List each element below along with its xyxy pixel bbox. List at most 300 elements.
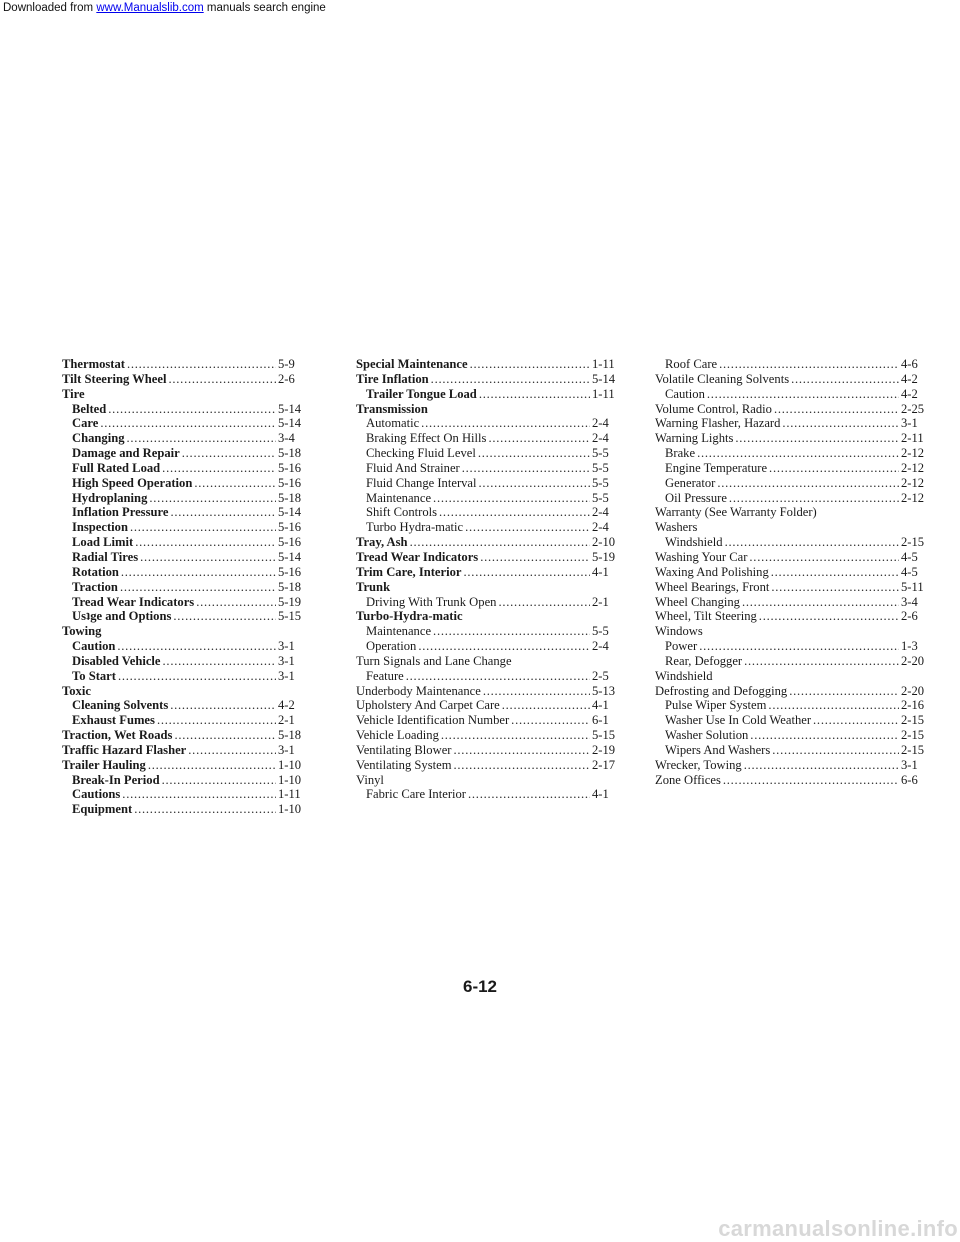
index-entry-page: 5-11	[901, 579, 924, 594]
dot-leader	[791, 372, 899, 387]
index-entry-page: 5-18	[278, 446, 302, 461]
index-entry-label: Pulse Wiper System	[665, 698, 767, 713]
dot-leader	[742, 595, 899, 610]
dot-leader	[782, 416, 899, 431]
index-entry-label: Load Limit	[72, 535, 134, 550]
index-entry-page: 2-1	[592, 594, 609, 609]
index-entry-label: Trailer Hauling	[62, 757, 146, 772]
index-entry-page: 2-17	[592, 757, 616, 772]
index-entry-page: 2-20	[901, 683, 925, 698]
index-entry	[356, 713, 626, 728]
index-entry	[356, 520, 626, 535]
dot-leader	[772, 743, 899, 758]
index-entry	[356, 372, 626, 387]
index-entry	[62, 713, 312, 728]
index-entry-page: 3-1	[901, 416, 918, 431]
dot-leader	[813, 713, 899, 728]
index-entry	[62, 609, 312, 624]
index-entry-page: 4-1	[592, 564, 609, 579]
index-entry	[655, 743, 935, 758]
dot-leader	[173, 609, 276, 624]
index-entry	[62, 416, 312, 431]
index-entry	[655, 431, 935, 446]
index-heading: Toxic	[62, 683, 91, 698]
dot-leader	[117, 639, 276, 654]
dot-leader	[759, 609, 899, 624]
index-heading: Trunk	[356, 579, 391, 594]
index-entry-label: Belted	[72, 401, 107, 416]
index-entry-label: Tread Wear Indicators	[72, 594, 195, 609]
index-entry-label: Exhaust Fumes	[72, 713, 155, 728]
index-entry-label: Engine Temperature	[665, 460, 768, 475]
index-entry-label: Thermostat	[62, 357, 125, 371]
index-entry-label: Feature	[366, 668, 404, 683]
index-entry-label: Care	[72, 416, 99, 431]
index-entry-page: 1-3	[901, 639, 918, 654]
header-prefix: Downloaded from	[3, 2, 97, 14]
index-entry	[356, 491, 626, 506]
index-entry-page: 5-14	[592, 371, 616, 386]
index-entry	[62, 802, 312, 817]
download-header	[0, 0, 960, 16]
index-entry	[356, 669, 626, 684]
index-entry	[356, 595, 626, 610]
dot-leader	[122, 787, 276, 802]
index-entry-page: 2-19	[592, 742, 616, 757]
header-suffix: manuals search engine	[203, 2, 326, 14]
dot-leader	[478, 446, 590, 461]
dot-leader	[479, 387, 590, 402]
dot-leader	[511, 713, 590, 728]
index-entry-page: 5-14	[278, 505, 302, 520]
index-entry-page: 5-14	[278, 549, 302, 564]
index-entry-page: 4-1	[592, 698, 609, 713]
index-entry-page: 1-11	[592, 386, 615, 401]
dot-leader	[168, 372, 276, 387]
dot-leader	[108, 402, 276, 417]
dot-leader	[170, 505, 276, 520]
index-entry-label: Usʇge and Options	[72, 609, 172, 624]
index-entry-page: 2-11	[901, 431, 924, 446]
index-entry	[356, 550, 626, 565]
dot-leader	[140, 550, 276, 565]
dot-leader	[406, 669, 590, 684]
dot-leader	[697, 446, 899, 461]
index-entry	[62, 565, 312, 580]
index-entry-label: Tire Inflation	[356, 371, 429, 386]
index-entry-label: Upholstery And Carpet Care	[356, 698, 500, 713]
index-entry-label: Fluid Change Interval	[366, 475, 477, 490]
index-entry-label: Automatic	[366, 416, 420, 431]
dot-leader	[134, 802, 276, 817]
index-entry	[356, 476, 626, 491]
index-entry-label: Tray, Ash	[356, 535, 408, 550]
dot-leader	[162, 461, 276, 476]
index-entry-page: 2-20	[901, 653, 925, 668]
index-entry	[655, 654, 935, 669]
index-entry-label: To Start	[72, 668, 116, 683]
dot-leader	[771, 580, 899, 595]
index-entry	[655, 713, 935, 728]
index-entry-page: 5-19	[592, 549, 616, 564]
dot-leader	[744, 654, 899, 669]
index-entry	[356, 787, 626, 802]
index-entry	[356, 728, 626, 743]
index-entry-label: Trim Care, Interior	[356, 564, 462, 579]
index-entry	[62, 535, 312, 550]
index-entry-page: 3-1	[278, 639, 295, 654]
dot-leader	[735, 431, 899, 446]
index-entry-page: 6-6	[901, 772, 918, 787]
index-entry-label: High Speed Operation	[72, 475, 193, 490]
index-entry-label: Power	[665, 639, 698, 654]
index-entry-page: 2-4	[592, 416, 609, 431]
index-entry-label: Brake	[665, 446, 696, 461]
index-entry	[62, 773, 312, 788]
index-entry	[655, 773, 935, 788]
index-entry	[655, 387, 935, 402]
index-entry	[655, 476, 935, 491]
index-entry-page: 4-2	[901, 386, 918, 401]
index-entry	[62, 491, 312, 506]
index-entry	[356, 743, 626, 758]
index-entry	[62, 402, 312, 417]
index-entry-page: 2-4	[592, 431, 609, 446]
index-entry-label: Waxing And Polishing	[655, 564, 769, 579]
index-entry-label: Braking Effect On Hills	[366, 431, 487, 446]
dot-leader	[182, 446, 276, 461]
dot-leader	[719, 357, 899, 372]
index-entry	[655, 461, 935, 476]
index-entry-label: Caution	[665, 386, 705, 401]
index-entry-page: 5-5	[592, 446, 609, 461]
index-entry-page: 1-10	[278, 772, 302, 787]
index-entry	[655, 535, 935, 550]
index-entry-page: 5-16	[278, 460, 302, 475]
dot-leader	[118, 669, 276, 684]
index-entry	[62, 431, 312, 446]
index-heading: Turn Signals and Lane Change	[356, 653, 512, 668]
dot-leader	[774, 402, 899, 417]
index-entry-label: Vehicle Identification Number	[356, 713, 510, 728]
dot-leader	[479, 476, 590, 491]
index-entry-page: 2-1	[278, 713, 295, 728]
index-entry-label: Fluid And Strainer	[366, 460, 460, 475]
index-entry	[655, 639, 935, 654]
index-entry-label: Turbo Hydra-matic	[366, 520, 464, 535]
index-entry-label: Traction, Wet Roads	[62, 728, 173, 743]
index-entry-page: 4-5	[901, 549, 918, 564]
index-entry-page: 5-13	[592, 683, 616, 698]
index-entry	[356, 535, 626, 550]
index-entry-page: 1-10	[278, 757, 302, 772]
dot-leader	[488, 431, 590, 446]
dot-leader	[149, 491, 276, 506]
index-entry-label: Inflation Pressure	[72, 505, 169, 520]
dot-leader	[148, 758, 276, 773]
dot-leader	[465, 520, 590, 535]
index-entry-page: 2-15	[901, 535, 925, 550]
index-entry-page: 2-15	[901, 742, 925, 757]
index-entry	[62, 446, 312, 461]
index-entry-page: 5-16	[278, 520, 302, 535]
dot-leader	[418, 639, 590, 654]
index-entry-page: 2-4	[592, 520, 609, 535]
index-entry	[356, 357, 626, 372]
index-entry	[356, 505, 626, 520]
index-entry-page: 2-12	[901, 460, 925, 475]
index-entry	[655, 698, 935, 713]
index-entry-label: Caution	[72, 639, 116, 654]
index-entry-label: Generator	[665, 475, 716, 490]
index-entry-label: Driving With Trunk Open	[366, 594, 497, 609]
index-entry-page: 5-18	[278, 490, 302, 505]
index-entry	[655, 372, 935, 387]
index-entry-label: Ventilating Blower	[356, 742, 452, 757]
index-entry	[356, 431, 626, 446]
index-entry	[356, 387, 626, 402]
index-entry-page: 1-11	[592, 357, 615, 371]
index-entry-label: Washer Solution	[665, 728, 749, 743]
dot-leader	[502, 698, 590, 713]
index-heading: Warranty (See Warranty Folder)	[655, 505, 817, 520]
index-entry	[62, 698, 312, 713]
dot-leader	[127, 357, 276, 372]
index-entry-page: 5-5	[592, 624, 609, 639]
dot-leader	[162, 773, 276, 788]
index-entry-page: 3-1	[901, 757, 918, 772]
index-entry	[655, 684, 935, 699]
dot-leader	[196, 595, 276, 610]
index-entry-label: Windshield	[665, 535, 723, 550]
index-entry	[356, 698, 626, 713]
index-column-1	[62, 357, 312, 817]
index-entry-label: Wheel, Tilt Steering	[655, 609, 757, 624]
index-entry-label: Warning Flasher, Hazard	[655, 416, 781, 431]
index-entry	[356, 461, 626, 476]
index-entry	[62, 758, 312, 773]
index-entry-page: 5-14	[278, 416, 302, 431]
index-entry-label: Inspection	[72, 520, 128, 535]
index-entry-label: Changing	[72, 431, 125, 446]
index-entry-page: 1-11	[278, 787, 301, 802]
index-entry-label: Wheel Changing	[655, 594, 740, 609]
index-entry	[62, 476, 312, 491]
index-entry-label: Underbody Maintenance	[356, 683, 481, 698]
index-entry-page: 2-4	[592, 505, 609, 520]
index-heading: Windows	[655, 624, 703, 639]
index-entry-page: 5-14	[278, 401, 302, 416]
dot-leader	[454, 758, 591, 773]
dot-leader	[462, 461, 590, 476]
index-entry-page: 5-15	[592, 728, 616, 743]
index-entry-label: Rear, Defogger	[665, 653, 743, 668]
index-entry-page: 6-1	[592, 713, 609, 728]
dot-leader	[188, 743, 276, 758]
index-entry	[62, 639, 312, 654]
index-entry-label: Maintenance	[366, 624, 432, 639]
index-entry-page: 2-4	[592, 639, 609, 654]
dot-leader	[170, 698, 276, 713]
index-entry-label: Washer Use In Cold Weather	[665, 713, 812, 728]
index-entry-label: Warning Lights	[655, 431, 734, 446]
dot-leader	[750, 728, 899, 743]
index-entry-page: 5-19	[278, 594, 302, 609]
index-heading: Tire	[62, 386, 85, 401]
index-entry-label: Wipers And Washers	[665, 742, 771, 757]
footer-watermark: carmanualsonline.info	[718, 1216, 958, 1241]
dot-leader	[174, 728, 276, 743]
dot-leader	[127, 431, 277, 446]
index-entry-label: Trailer Tongue Load	[366, 386, 477, 401]
index-entry-label: Volatile Cleaning Solvents	[655, 371, 790, 386]
index-entry-page: 4-6	[901, 357, 918, 371]
dot-leader	[433, 624, 590, 639]
index-entry	[62, 669, 312, 684]
index-entry-label: Tilt Steering Wheel	[62, 371, 167, 386]
index-entry-label: Fabric Care Interior	[366, 787, 467, 802]
dot-leader	[135, 535, 276, 550]
index-entry	[62, 520, 312, 535]
dot-leader	[771, 565, 899, 580]
index-entry	[655, 758, 935, 773]
index-entry	[655, 565, 935, 580]
index-entry	[356, 446, 626, 461]
index-entry	[356, 639, 626, 654]
dot-leader	[421, 416, 590, 431]
dot-leader	[768, 698, 899, 713]
dot-leader	[464, 565, 591, 580]
dot-leader	[410, 535, 590, 550]
index-heading: Towing	[62, 624, 102, 639]
index-entry-label: Checking Fluid Level	[366, 446, 476, 461]
index-heading: Washers	[655, 520, 698, 535]
index-heading: Turbo-Hydra-matic	[356, 609, 463, 624]
dot-leader	[729, 491, 899, 506]
dot-leader	[707, 387, 899, 402]
index-entry-page: 2-15	[901, 713, 925, 728]
index-entry-page: 5-5	[592, 490, 609, 505]
dot-leader	[699, 639, 899, 654]
index-entry	[62, 787, 312, 802]
index-entry	[62, 550, 312, 565]
index-entry-label: Roof Care	[665, 357, 718, 371]
index-column-2	[356, 357, 626, 802]
dot-leader	[163, 654, 276, 669]
index-entry-page: 4-2	[901, 371, 918, 386]
index-entry	[655, 609, 935, 624]
index-entry-page: 2-10	[592, 535, 616, 550]
index-entry-label: Radial Tires	[72, 549, 139, 564]
index-entry-label: Defrosting and Defogging	[655, 683, 788, 698]
index-entry	[62, 372, 312, 387]
index-entry	[62, 595, 312, 610]
index-entry-page: 3-4	[278, 431, 295, 446]
index-entry	[62, 357, 312, 372]
dot-leader	[749, 550, 899, 565]
index-entry-page: 4-5	[901, 564, 918, 579]
dot-leader	[121, 565, 276, 580]
dot-leader	[789, 684, 899, 699]
index-entry-label: Break-In Period	[72, 772, 160, 787]
index-entry-page: 4-2	[278, 698, 295, 713]
index-entry-page: 5-18	[278, 579, 302, 594]
dot-leader	[439, 505, 590, 520]
dot-leader	[120, 580, 276, 595]
dot-leader	[769, 461, 899, 476]
manualslib-link[interactable]: www.Manualslib.com	[96, 2, 204, 14]
dot-leader	[717, 476, 899, 491]
index-entry-label: Hydroplaning	[72, 490, 148, 505]
index-entry	[62, 580, 312, 595]
index-entry	[655, 595, 935, 610]
index-entry-label: Cleaning Solvents	[72, 698, 169, 713]
index-entry-page: 5-18	[278, 728, 302, 743]
index-entry-page: 2-12	[901, 475, 925, 490]
index-entry-label: Special Maintenance	[356, 357, 468, 371]
index-entry	[356, 416, 626, 431]
index-entry-page: 2-25	[901, 401, 925, 416]
index-entry-page: 2-6	[278, 371, 295, 386]
index-entry-label: Traction	[72, 579, 118, 594]
dot-leader	[498, 595, 590, 610]
index-heading: Windshield	[655, 668, 713, 683]
index-entry-page: 5-5	[592, 460, 609, 475]
dot-leader	[433, 491, 590, 506]
index-entry-page: 5-16	[278, 535, 302, 550]
index-entry	[655, 416, 935, 431]
dot-leader	[100, 416, 276, 431]
index-entry	[356, 624, 626, 639]
index-entry	[655, 550, 935, 565]
index-entry-label: Shift Controls	[366, 505, 438, 520]
index-entry-page: 2-6	[901, 609, 918, 624]
index-entry-page: 3-1	[278, 742, 295, 757]
index-entry-label: Disabled Vehicle	[72, 653, 161, 668]
index-entry-page: 1-10	[278, 802, 302, 817]
index-entry-page: 3-1	[278, 668, 295, 683]
index-entry-label: Operation	[366, 639, 417, 654]
index-entry	[655, 728, 935, 743]
dot-leader	[431, 372, 590, 387]
index-heading: Vinyl	[356, 772, 384, 787]
index-entry-page: 5-15	[278, 609, 302, 624]
index-entry-page: 2-15	[901, 728, 925, 743]
index-entry-label: Rotation	[72, 564, 119, 579]
index-entry-page: 2-5	[592, 668, 609, 683]
index-entry	[62, 743, 312, 758]
index-entry	[655, 446, 935, 461]
index-entry-label: Washing Your Car	[655, 549, 748, 564]
index-heading: Transmission	[356, 401, 428, 416]
dot-leader	[441, 728, 590, 743]
index-entry-page: 5-16	[278, 564, 302, 579]
index-entry-label: Tread Wear Indicators	[356, 549, 479, 564]
index-entry-label: Cautions	[72, 787, 121, 802]
dot-leader	[725, 535, 899, 550]
index-entry-label: Maintenance	[366, 490, 432, 505]
index-entry	[356, 684, 626, 699]
index-entry	[62, 728, 312, 743]
dot-leader	[723, 773, 899, 788]
index-column-3	[655, 357, 935, 787]
index-entry-label: Equipment	[72, 802, 133, 817]
dot-leader	[470, 357, 590, 372]
dot-leader	[483, 684, 590, 699]
index-entry-label: Wheel Bearings, Front	[655, 579, 770, 594]
index-entry-label: Vehicle Loading	[356, 728, 439, 743]
index-entry-label: Traffic Hazard Flasher	[62, 742, 187, 757]
